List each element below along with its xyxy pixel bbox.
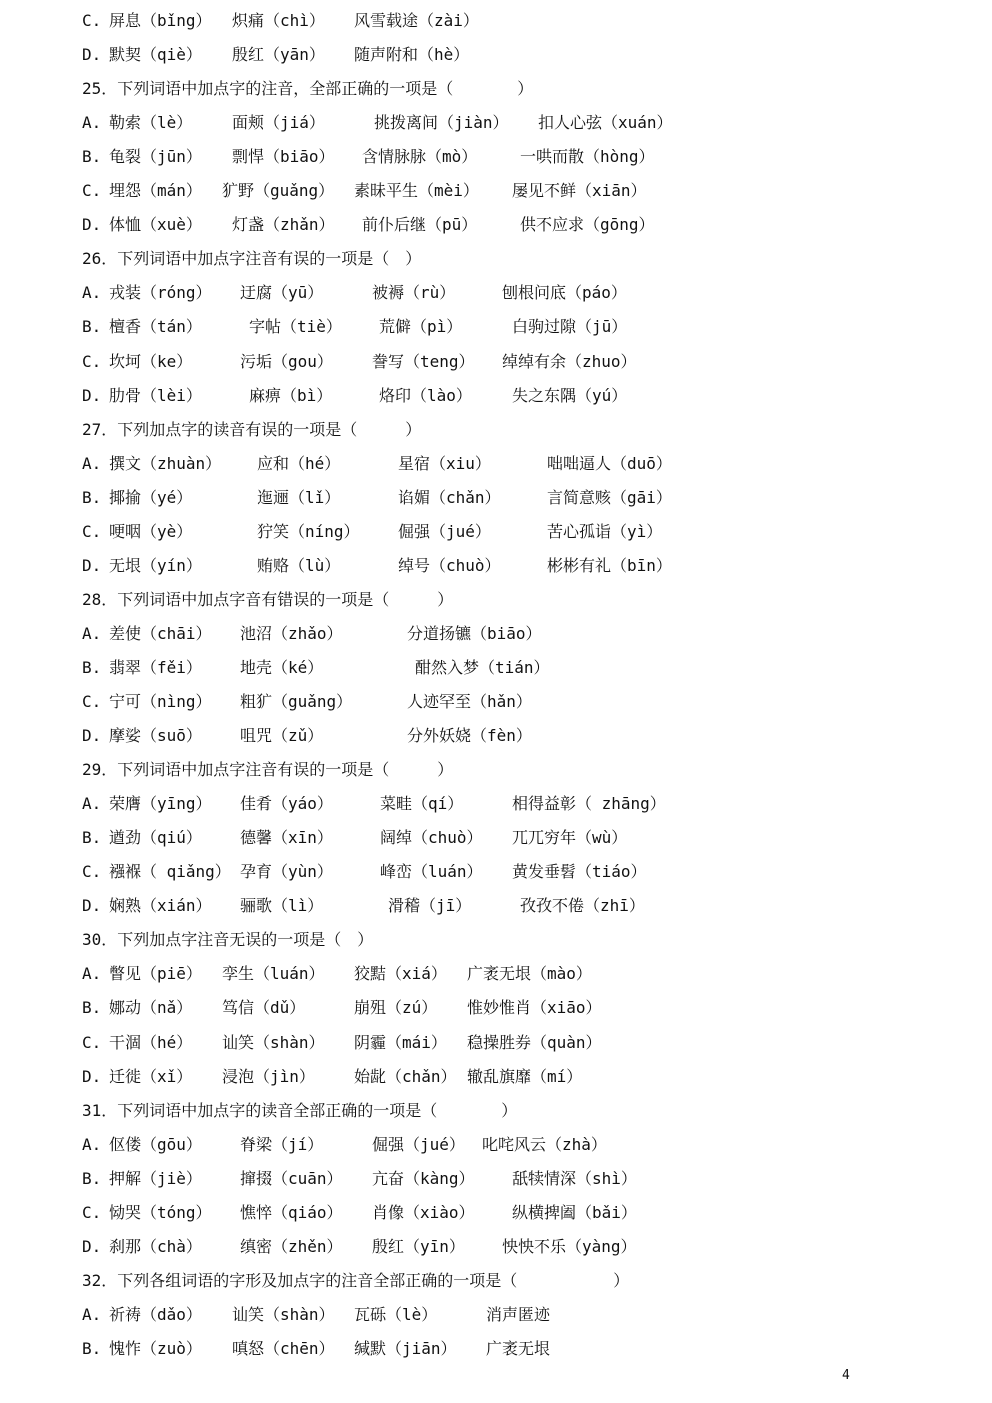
word-item: 誊写（teng） [372, 351, 475, 371]
word-item: 供不应求（gōng） [520, 215, 655, 235]
word-item: 贿赂（lù） [257, 555, 341, 575]
word-item: 黄发垂髫（tiáo） [512, 862, 647, 882]
word-item: 滑稽（jī） [388, 896, 472, 916]
word-item: 面颊（jiá） [232, 113, 325, 133]
option-label: B. [82, 998, 102, 1018]
word-item: 始龀（chǎn） [354, 1066, 457, 1086]
option-label: D. [82, 1066, 102, 1086]
question-stem: 32．下列各组词语的字形及加点字的注音全部正确的一项是（ ） [82, 1270, 630, 1290]
word-item: 迁徙（xǐ） [109, 1066, 193, 1086]
word-item: 勒索（lè） [109, 113, 193, 133]
option-label: C. [82, 351, 102, 371]
word-item: 肖像（xiào） [372, 1202, 475, 1222]
word-item: 娴熟（xián） [109, 896, 212, 916]
word-item: 狡黠（xiá） [354, 964, 447, 984]
word-item: 叱咤风云（zhà） [482, 1134, 607, 1154]
word-item: 恸哭（tóng） [109, 1202, 212, 1222]
word-item: 字帖（tiè） [249, 317, 342, 337]
word-item: 倔强（jué） [372, 1134, 465, 1154]
word-item: 失之东隅（yú） [512, 385, 628, 405]
word-item: 峰峦（luán） [380, 862, 483, 882]
word-item: 殷红（yān） [232, 45, 325, 65]
word-item: 绰绰有余（zhuo） [502, 351, 637, 371]
option-label: C. [82, 1202, 102, 1222]
word-item: 押解（jiè） [109, 1168, 202, 1188]
word-item: 灯盏（zhǎn） [232, 215, 335, 235]
word-item: 肋骨（lèi） [109, 385, 202, 405]
word-item: 崩殂（zú） [354, 998, 438, 1018]
word-item: 苦心孤诣（yì） [547, 521, 663, 541]
option-label: D. [82, 896, 102, 916]
word-item: 缜密（zhěn） [240, 1236, 343, 1256]
word-item: 迂腐（yū） [240, 283, 324, 303]
word-item: 撰文（zhuàn） [109, 453, 222, 473]
option-label: B. [82, 657, 102, 677]
word-item: 襁褓（ qiǎng） [109, 862, 231, 882]
word-item: 翡翠（fěi） [109, 657, 202, 677]
word-item: 脊梁（jí） [240, 1134, 324, 1154]
option-label: C. [82, 181, 102, 201]
option-label: A. [82, 453, 102, 473]
option-label: D. [82, 1236, 102, 1256]
word-item: 差使（chāi） [109, 623, 212, 643]
word-item: 粗犷（guǎng） [240, 692, 353, 711]
word-item: 彬彬有礼（bīn） [547, 555, 672, 575]
option-label: C. [82, 862, 102, 882]
word-item: 一哄而散（hòng） [520, 147, 655, 167]
word-item: 分外妖娆（fèn） [407, 726, 532, 746]
option-label: A. [82, 1304, 102, 1324]
word-item: 嗔怒（chēn） [232, 1338, 335, 1358]
word-item: 宁可（nìng） [109, 692, 212, 711]
word-item: 娜动（nǎ） [109, 998, 193, 1018]
word-item: 分道扬镳（biāo） [407, 623, 542, 643]
word-item: 瞥见（piē） [109, 964, 202, 984]
question-stem: 25．下列词语中加点字的注音，全部正确的一项是（ ） [82, 79, 534, 99]
word-item: 揶揄（yé） [109, 487, 193, 507]
word-item: 地壳（ké） [240, 657, 324, 677]
question-stem: 29．下列词语中加点字注音有误的一项是（ ） [82, 760, 454, 780]
word-item: 瓦砾（lè） [354, 1304, 438, 1324]
word-item: 讪笑（shàn） [222, 1032, 325, 1052]
word-item: 阔绰（chuò） [380, 828, 483, 848]
word-item: 骊歌（lì） [240, 896, 324, 916]
word-item: 檀香（tán） [109, 317, 202, 337]
word-item: 风雪载途（zài） [354, 11, 479, 30]
option-label: B. [82, 1338, 102, 1358]
option-label: C. [82, 692, 102, 711]
word-item: 随声附和（hè） [354, 45, 470, 65]
word-item: 挑拨离间（jiàn） [374, 113, 509, 133]
word-item: 星宿（xiu） [398, 453, 491, 473]
word-item: 亢奋（kàng） [372, 1168, 475, 1188]
option-label: A. [82, 794, 102, 814]
word-item: 消声匿迹 [486, 1304, 551, 1324]
word-item: 炽痛（chì） [232, 11, 325, 30]
word-item: 孕育（yùn） [240, 862, 333, 882]
question-stem: 26．下列词语中加点字注音有误的一项是（ ） [82, 249, 422, 269]
option-label: D. [82, 45, 102, 65]
option-label: D. [82, 215, 102, 235]
word-item: 素昧平生（mèi） [354, 181, 479, 201]
word-item: 龟裂（jūn） [109, 147, 202, 167]
word-item: 伛偻（gōu） [109, 1134, 202, 1154]
option-label: A. [82, 283, 102, 303]
word-item: 咀咒（zǔ） [240, 726, 324, 746]
word-item: 人迹罕至（hǎn） [407, 692, 532, 711]
word-item: 刨根问底（páo） [502, 283, 627, 303]
word-item: 刹那（chà） [109, 1236, 202, 1256]
word-item: 遒劲（qiú） [109, 828, 202, 848]
word-item: 屡见不鲜（xiān） [512, 181, 647, 201]
word-item: 孪生（luán） [222, 964, 325, 984]
word-item: 屏息（bǐng） [109, 11, 212, 30]
word-item: 扣人心弦（xuán） [538, 113, 673, 133]
word-item: 兀兀穷年（wù） [512, 828, 628, 848]
word-item: 白驹过隙（jū） [512, 317, 628, 337]
option-label: B. [82, 828, 102, 848]
word-item: 广袤无垠（mào） [467, 964, 592, 984]
option-label: A. [82, 964, 102, 984]
word-item: 愧怍（zuò） [109, 1338, 202, 1358]
word-item: 佳肴（yáo） [240, 794, 333, 814]
option-label: C. [82, 521, 102, 541]
option-label: A. [82, 113, 102, 133]
word-item: 埋怨（mán） [109, 181, 202, 201]
word-item: 坎坷（ke） [109, 351, 193, 371]
word-item: 迤逦（lǐ） [257, 487, 341, 507]
word-item: 祈祷（dǎo） [109, 1304, 202, 1324]
word-item: 绰号（chuò） [398, 555, 501, 575]
word-item: 摩娑（suō） [109, 726, 202, 746]
option-label: D. [82, 726, 102, 746]
word-item: 阴霾（mái） [354, 1032, 447, 1052]
option-label: B. [82, 147, 102, 167]
option-label: B. [82, 317, 102, 337]
word-item: 稳操胜券（quàn） [467, 1032, 602, 1052]
word-item: 殷红（yīn） [372, 1236, 465, 1256]
word-item: 浸泡（jìn） [222, 1066, 315, 1086]
word-item: 憔悴（qiáo） [240, 1202, 343, 1222]
word-item: 怏怏不乐（yàng） [502, 1236, 637, 1256]
word-item: 前仆后继（pū） [362, 215, 478, 235]
word-item: 菜畦（qí） [380, 794, 464, 814]
word-item: 干涸（hé） [109, 1032, 193, 1052]
word-item: 广袤无垠 [486, 1338, 551, 1358]
question-stem: 27．下列加点字的读音有误的一项是（ ） [82, 419, 422, 439]
word-item: 倔强（jué） [398, 521, 491, 541]
option-label: D. [82, 385, 102, 405]
word-item: 惟妙惟肖（xiāo） [467, 998, 602, 1018]
word-item: 孜孜不倦（zhī） [520, 896, 645, 916]
word-item: 讪笑（shàn） [232, 1304, 335, 1324]
word-item: 缄默（jiān） [354, 1338, 457, 1358]
word-item: 烙印（lào） [379, 385, 472, 405]
option-label: C. [82, 1032, 102, 1052]
word-item: 池沼（zhǎo） [240, 623, 343, 643]
word-item: 酣然入梦（tián） [415, 657, 550, 677]
word-item: 笃信（dǔ） [222, 998, 306, 1018]
word-item: 应和（hé） [257, 453, 341, 473]
word-item: 犷野（guǎng） [222, 181, 335, 201]
option-label: D. [82, 555, 102, 575]
word-item: 狞笑（níng） [257, 521, 360, 541]
option-label: C. [82, 11, 102, 30]
page-number: 4 [842, 1368, 850, 1383]
word-item: 咄咄逼人（duō） [547, 453, 672, 473]
word-item: 撺掇（cuān） [240, 1168, 343, 1188]
word-item: 辙乱旗靡（mí） [467, 1066, 583, 1086]
word-item: 舐犊情深（shì） [512, 1168, 637, 1188]
word-item: 戎装（róng） [109, 283, 212, 303]
word-item: 纵横捭阖（bǎi） [512, 1202, 637, 1222]
word-item: 剽悍（biāo） [232, 147, 335, 167]
word-item: 谄媚（chǎn） [398, 487, 501, 507]
word-item: 德馨（xīn） [240, 828, 333, 848]
word-item: 荒僻（pì） [379, 317, 463, 337]
word-item: 默契（qiè） [109, 45, 202, 65]
word-item: 污垢（gou） [240, 351, 333, 371]
option-label: B. [82, 1168, 102, 1188]
word-item: 无垠（yín） [109, 555, 202, 575]
word-item: 言简意赅（gāi） [547, 487, 672, 507]
word-item: 荣膺（yīng） [109, 794, 212, 814]
word-item: 相得益彰（ zhāng） [512, 794, 666, 814]
word-item: 被褥（rù） [372, 283, 456, 303]
option-label: B. [82, 487, 102, 507]
option-label: A. [82, 623, 102, 643]
question-stem: 28．下列词语中加点字音有错误的一项是（ ） [82, 589, 454, 609]
word-item: 麻痹（bì） [249, 385, 333, 405]
word-item: 含情脉脉（mò） [362, 147, 478, 167]
word-item: 哽咽（yè） [109, 521, 193, 541]
question-stem: 30．下列加点字注音无误的一项是（ ） [82, 930, 374, 950]
option-label: A. [82, 1134, 102, 1154]
word-item: 体恤（xuè） [109, 215, 202, 235]
question-stem: 31．下列词语中加点字的读音全部正确的一项是（ ） [82, 1100, 518, 1120]
